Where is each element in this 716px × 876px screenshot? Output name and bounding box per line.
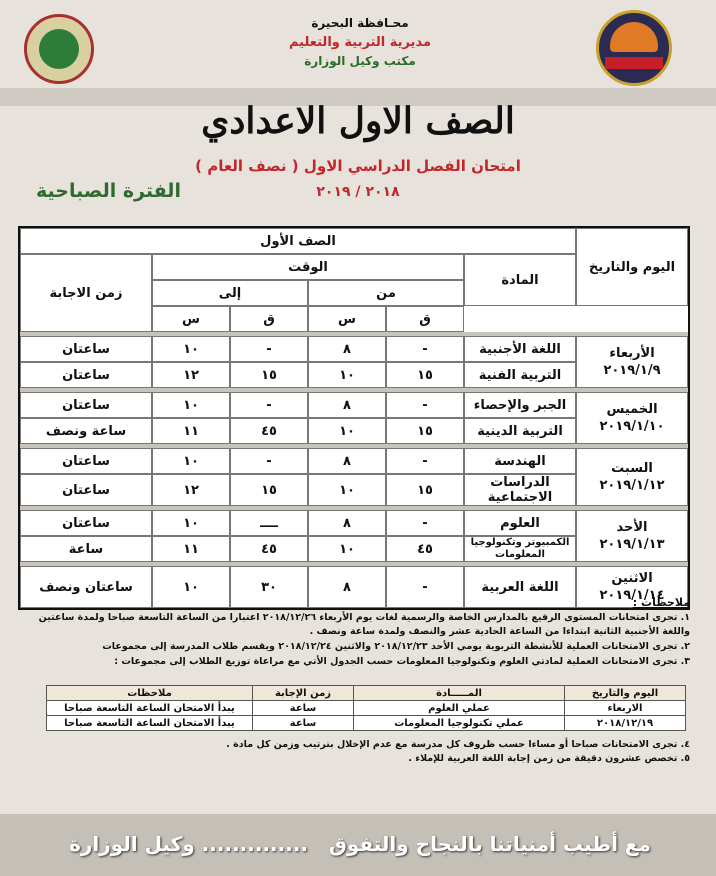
header-subject: المادة (464, 254, 576, 306)
subject-cell: التربية الدينية (464, 418, 576, 444)
duration-cell: ساعتان (20, 474, 152, 506)
notes-section-2 (14, 738, 690, 766)
period-label: الفترة الصباحية (36, 180, 181, 202)
note-4: ٤. تجرى الامتحانات صباحا أو مساءا حسب ظروف كل مدرسة مع عدم الإخلال بترتيب وزمن كل مادة . (226, 739, 690, 750)
note-2: ٢. تجرى الامتحانات العملية للأنشطة التربوية يومي الأحد ٢٠١٨/١٢/٢٣ والاثنين ٢٠١٨/١٢/٢٤ ويقسم طلاب المدرسة إلى مجموعات (102, 641, 690, 652)
table-row: التربية الدينية ١٥ ١٠ ٤٥ ١١ ساعة ونصف (20, 418, 688, 444)
notes-heading: ملاحظات : (632, 596, 690, 609)
note-5: ٥. تخصص عشرون دقيقة من زمن إجابة اللغة العربية للإملاء . (408, 753, 690, 764)
header-from-q: ق (386, 306, 464, 332)
header-grade: الصف الأول (20, 228, 576, 254)
note-3: ٣. تجرى الامتحانات العملية لمادتي العلوم وتكنولوجيا المعلومات حسب الجدول الأتي مع مراعاة توزيع الطلاب إلى مجموعات : (114, 656, 690, 667)
organization-header (250, 14, 470, 71)
header-to-q: ق (230, 306, 308, 332)
footer-wish: مع أطيب أمنياتنا بالنجاح والتفوق (328, 832, 651, 856)
subject-cell: الهندسة (464, 448, 576, 474)
page-title: الصف الاول الاعدادي (201, 100, 515, 142)
duration-cell: ساعة (20, 536, 152, 562)
duration-cell: ساعتان ونصف (20, 566, 152, 608)
governorate-emblem-icon (24, 14, 94, 84)
exam-subtitle: امتحان الفصل الدراسي الاول ( نصف العام ) (195, 157, 521, 175)
footer-text (60, 832, 660, 856)
duration-cell: ساعتان (20, 448, 152, 474)
header-day: اليوم والتاريخ (576, 228, 688, 306)
duration-cell: ساعتان (20, 392, 152, 418)
footer-band (0, 814, 716, 876)
academic-year: ٢٠١٨ / ٢٠١٩ (316, 184, 400, 200)
subject-cell: العلوم (464, 510, 576, 536)
duration-cell: ساعتان (20, 336, 152, 362)
subject-cell: الجبر والإحصاء (464, 392, 576, 418)
duration-cell: ساعة ونصف (20, 418, 152, 444)
footer-signature: وكيل الوزارة (69, 832, 195, 856)
day-cell: الأحد ٢٠١٩/١/١٣ (576, 510, 688, 562)
emblem-center-icon (39, 29, 79, 69)
header-time: الوقت (152, 254, 464, 280)
day-cell: السبت ٢٠١٩/١/١٢ (576, 448, 688, 506)
table-row: الدراسات الاجتماعية ١٥ ١٠ ١٥ ١٢ ساعتان (20, 474, 688, 506)
governorate-name: محـافظة البحيرة (311, 16, 409, 30)
subject-cell: اللغة الأجنبية (464, 336, 576, 362)
duration-cell: ساعتان (20, 362, 152, 388)
header-from: من (308, 280, 464, 306)
day-cell: الأربعاء ٢٠١٩/١/٩ (576, 336, 688, 388)
table-row: الأربعاء ٢٠١٩/١/٩ اللغة الأجنبية - ٨ - ١٠ ساعتان (20, 336, 688, 362)
header-to-s: س (152, 306, 230, 332)
table-row: التربية الفنية ١٥ ١٠ ١٥ ١٢ ساعتان (20, 362, 688, 388)
table-row: الاثنين ٢٠١٩/١/١٤ اللغة العربية - ٨ ٣٠ ١٠ ساعتان ونصف (20, 566, 688, 608)
subject-cell: اللغة العربية (464, 566, 576, 608)
subject-cell: الكمبيوتر وتكنولوجيا المعلومات (464, 536, 576, 562)
header-duration: زمن الاجابة (20, 254, 152, 332)
subject-cell: التربية الفنية (464, 362, 576, 388)
directorate-name: مديرية التربية والتعليم (288, 35, 432, 50)
gear-icon (610, 22, 658, 52)
table-row: الاربعاء عملي العلوم ساعة يبدأ الامتحان الساعة التاسعة صباحا (47, 701, 686, 716)
day-cell: الاثنين ٢٠١٩/١/١٤ (576, 566, 688, 608)
note-1: ١. تجرى امتحانات المستوى الرفيع بالمدارس الخاصة والرسمية لغات يوم الأربعاء ٢٠١٨/١٢/٢٦ اعتبارا من الساعة التاسعة صباحا ولمدة ساعتين واللغة الأجنبية الثانية ابتداءا من الساعة الحادية عشر والنصف ولمدة ساعة ونصف . (38, 612, 690, 637)
ministry-emblem-icon (596, 10, 672, 86)
notes-section (14, 596, 690, 670)
table-row: الكمبيوتر وتكنولوجيا المعلومات ٤٥ ١٠ ٤٥ ١١ ساعة (20, 536, 688, 562)
header-from-s: س (308, 306, 386, 332)
office-name: مكتب وكيل الوزارة (304, 54, 416, 68)
footer-dots: .............. (201, 832, 309, 856)
ribbon-icon (605, 57, 663, 69)
table-row: السبت ٢٠١٩/١/١٢ الهندسة - ٨ - ١٠ ساعتان (20, 448, 688, 474)
header-to: إلى (152, 280, 308, 306)
table-row: الأحد ٢٠١٩/١/١٣ العلوم - ٨ ــــ ١٠ ساعتان (20, 510, 688, 536)
table-row: الخميس ٢٠١٩/١/١٠ الجبر والإحصاء - ٨ - ١٠ ساعتان (20, 392, 688, 418)
exam-schedule-table (18, 226, 690, 610)
practical-exam-table: اليوم والتاريخ المـــــادة زمن الإجابة ملاحظات الاربعاء عملي العلوم ساعة يبدأ الامتحان الساعة التاسعة صباحا ٢٠١٨/١٢/١٩ عملي تكنولوجيا المعلومات ساعة يبدأ الامتحان الساعة التاسعة صباحا (46, 685, 686, 731)
duration-cell: ساعتان (20, 510, 152, 536)
table-row: ٢٠١٨/١٢/١٩ عملي تكنولوجيا المعلومات ساعة يبدأ الامتحان الساعة التاسعة صباحا (47, 716, 686, 731)
subject-cell: الدراسات الاجتماعية (464, 474, 576, 506)
day-cell: الخميس ٢٠١٩/١/١٠ (576, 392, 688, 444)
